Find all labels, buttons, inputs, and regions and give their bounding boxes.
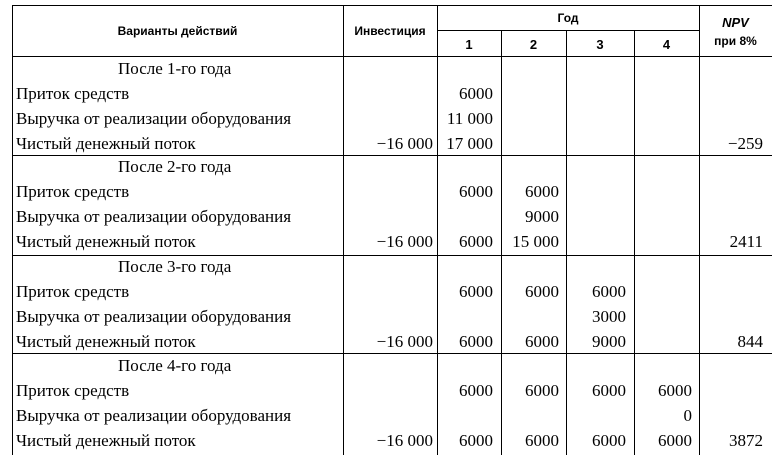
cell-year-1: 6000 (459, 431, 493, 450)
header-npv-rate: при 8% (714, 34, 757, 48)
cell-year-1: 6000 (459, 232, 493, 251)
cell-npv: −259 (727, 134, 763, 153)
col-divider-investment (343, 5, 344, 455)
cell-year-1: 6000 (459, 332, 493, 351)
section-divider (12, 255, 772, 256)
cell-year-2: 6000 (525, 381, 559, 400)
header-year-2: 2 (529, 37, 538, 52)
section-title: После 1-го года (118, 59, 232, 78)
cell-year-3: 6000 (592, 282, 626, 301)
section-title: После 2-го года (118, 157, 232, 176)
row-label: Выручка от реализации оборудования (16, 109, 292, 128)
row-label: Приток средств (16, 282, 130, 301)
row-label: Приток средств (16, 182, 130, 201)
row-label: Чистый денежный поток (16, 134, 196, 153)
cell-year-4: 6000 (658, 381, 692, 400)
header-year-3: 3 (596, 37, 604, 52)
col-divider-year3 (566, 30, 567, 455)
cell-year-1: 6000 (459, 381, 493, 400)
cell-investment: −16 000 (376, 431, 433, 450)
row-label: Выручка от реализации оборудования (16, 307, 292, 326)
cell-year-4: 0 (683, 406, 692, 425)
header-year: Год (557, 11, 579, 25)
cell-npv: 2411 (729, 232, 763, 251)
row-label: Выручка от реализации оборудования (16, 207, 292, 226)
cell-investment: −16 000 (376, 134, 433, 153)
cell-year-3: 3000 (592, 307, 626, 326)
section-divider (12, 353, 772, 354)
cell-year-2: 6000 (525, 431, 559, 450)
cell-year-2: 6000 (525, 332, 559, 351)
cell-investment: −16 000 (376, 332, 433, 351)
cell-year-2: 15 000 (512, 232, 559, 251)
cell-year-3: 9000 (592, 332, 626, 351)
cell-year-1: 11 000 (446, 109, 493, 128)
cell-year-2: 6000 (525, 182, 559, 201)
row-label: Чистый денежный поток (16, 232, 196, 251)
cell-npv: 3872 (729, 431, 763, 450)
col-divider-npv (699, 5, 700, 455)
cell-year-4: 6000 (658, 431, 692, 450)
col-divider-year4 (634, 30, 635, 455)
section-title: После 4-го года (118, 356, 232, 375)
row-label: Приток средств (16, 381, 130, 400)
cell-year-1: 6000 (459, 282, 493, 301)
cell-year-2: 9000 (525, 207, 559, 226)
header-npv: NPV (722, 15, 749, 30)
header-year-4: 4 (662, 37, 671, 52)
col-divider-year1 (437, 5, 438, 455)
row-label: Приток средств (16, 84, 130, 103)
cell-year-3: 6000 (592, 431, 626, 450)
header-bottom-border (12, 56, 772, 57)
cell-year-1: 6000 (459, 182, 493, 201)
table-top-border (12, 5, 772, 6)
section-title: После 3-го года (118, 257, 232, 276)
year-header-divider (437, 30, 699, 31)
header-options: Варианты действий (117, 24, 238, 38)
col-divider-options (12, 5, 13, 455)
col-divider-year2 (501, 30, 502, 455)
row-label: Чистый денежный поток (16, 431, 196, 450)
header-investment: Инвестиция (354, 24, 426, 38)
cell-npv: 844 (737, 332, 763, 351)
cell-year-1: 6000 (459, 84, 493, 103)
row-label: Выручка от реализации оборудования (16, 406, 292, 425)
cell-year-2: 6000 (525, 282, 559, 301)
cell-year-3: 6000 (592, 381, 626, 400)
section-divider (12, 155, 772, 156)
cell-year-1: 17 000 (446, 134, 493, 153)
row-label: Чистый денежный поток (16, 332, 196, 351)
header-year-1: 1 (465, 37, 473, 52)
cell-investment: −16 000 (376, 232, 433, 251)
